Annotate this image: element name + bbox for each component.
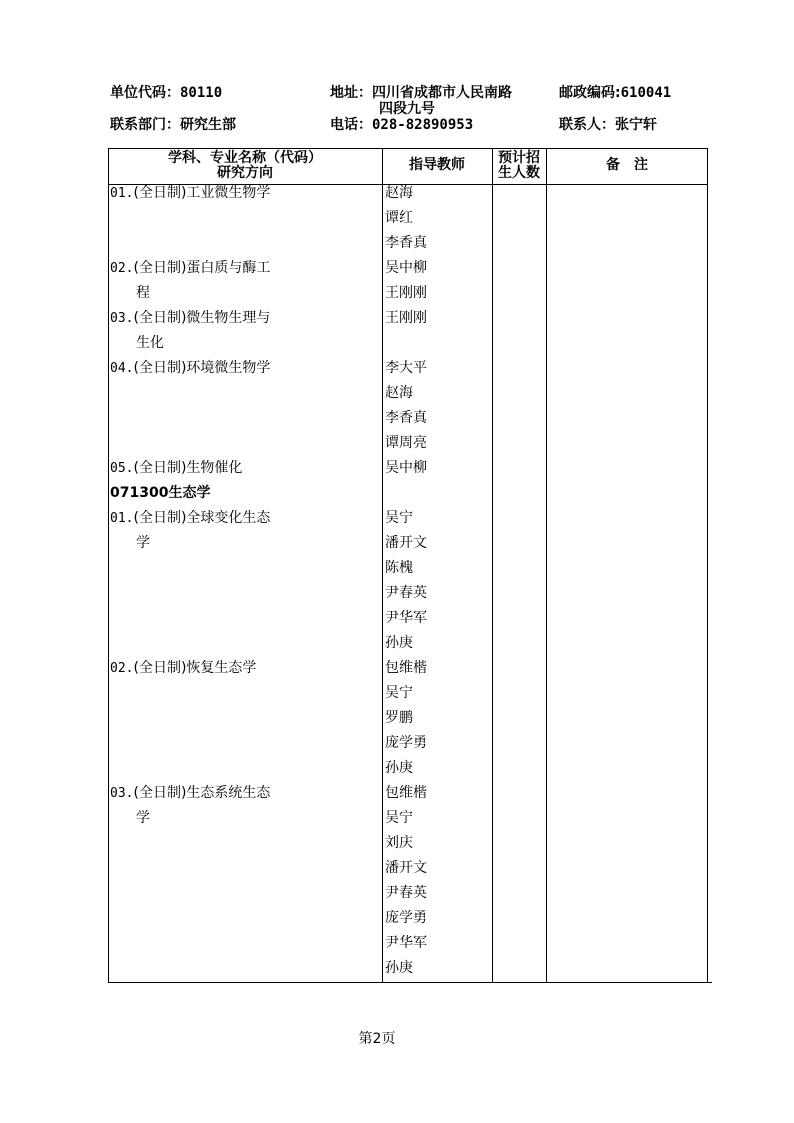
research-direction: [110, 181, 270, 206]
supervisor-name: 尹春英: [385, 885, 427, 901]
supervisor-name: 庞学勇: [385, 910, 427, 926]
phone-value: 028-82890953: [372, 117, 474, 133]
research-direction: [110, 656, 256, 681]
page-number: 第2页: [358, 1031, 396, 1047]
col-subject-header-line1: 学科、专业名称（代码）: [168, 150, 322, 166]
supervisor-name: 潘开文: [385, 535, 427, 551]
address-label: 地址：: [330, 85, 372, 101]
supervisor-name: 潘开文: [385, 860, 427, 876]
unit-code-value: 80110: [180, 85, 223, 101]
direction-name: (全日制)工业微生物学: [133, 185, 271, 201]
research-direction: [110, 306, 270, 331]
dept-label: 联系部门：: [110, 117, 180, 133]
supervisor-name: 吴宁: [385, 510, 413, 526]
supervisor-name: 李大平: [385, 360, 427, 376]
col-remarks-header: 备 注: [606, 157, 648, 173]
direction-name: (全日制)生物催化: [133, 460, 243, 476]
direction-number: 04.: [110, 361, 134, 376]
direction-name: (全日制)全球变化生态: [133, 510, 271, 526]
direction-number: 05.: [110, 461, 134, 476]
address-line2: 四段九号: [379, 101, 435, 117]
supervisor-name: 王刚刚: [385, 310, 427, 326]
supervisor-name: 包维楷: [385, 785, 427, 801]
supervisor-name: 包维楷: [385, 660, 427, 676]
research-direction: [110, 506, 270, 531]
supervisor-name: 尹华军: [385, 610, 427, 626]
contact-person: [559, 117, 657, 133]
research-direction: [110, 456, 242, 481]
direction-number: 01.: [110, 511, 134, 526]
supervisor-name: 吴宁: [385, 810, 413, 826]
research-direction-continued: 学: [136, 810, 150, 826]
direction-name: (全日制)生态系统生态: [133, 785, 271, 801]
supervisor-name: 庞学勇: [385, 735, 427, 751]
direction-number: 03.: [110, 311, 134, 326]
address: [330, 85, 512, 101]
supervisor-name: 孙庚: [385, 760, 413, 776]
postal-code: [559, 85, 671, 101]
phone-label: 电话：: [330, 117, 372, 133]
contact-dept: [110, 117, 236, 133]
research-direction-continued: 学: [136, 535, 150, 551]
phone: [330, 117, 473, 133]
supervisor-name: 尹华军: [385, 935, 427, 951]
supervisor-name: 吴中柳: [385, 460, 427, 476]
supervisor-name: 谭周亮: [385, 435, 427, 451]
direction-number: 02.: [110, 261, 134, 276]
research-direction: [110, 256, 270, 281]
supervisor-name: 孙庚: [385, 960, 413, 976]
unit-code: [110, 85, 222, 101]
research-direction: [110, 356, 270, 381]
contact-value: 张宁轩: [615, 117, 657, 133]
column-divider: [492, 148, 493, 983]
col-subject-header: [108, 151, 382, 181]
supervisor-name: 吴中柳: [385, 260, 427, 276]
direction-name: (全日制)恢复生态学: [133, 660, 257, 676]
direction-number: 02.: [110, 661, 134, 676]
supervisor-name: 尹春英: [385, 585, 427, 601]
address-line1: 四川省成都市人民南路: [372, 85, 512, 101]
discipline-code: 071300生态学: [110, 485, 211, 501]
unit-code-label: 单位代码：: [110, 85, 180, 101]
col-subject-header-line2: 研究方向: [217, 165, 273, 181]
supervisor-name: 赵海: [385, 385, 413, 401]
postal-label: 邮政编码:: [559, 85, 621, 101]
supervisor-name: 李香真: [385, 235, 427, 251]
supervisor-name: 赵海: [385, 185, 413, 201]
column-divider: [546, 148, 547, 983]
dept-value: 研究生部: [180, 117, 236, 133]
direction-number: 01.: [110, 186, 134, 201]
research-direction-continued: 程: [136, 285, 150, 301]
direction-name: (全日制)蛋白质与酶工: [133, 260, 271, 276]
direction-name: (全日制)环境微生物学: [133, 360, 271, 376]
research-direction-continued: 生化: [136, 335, 164, 351]
postal-value: 610041: [620, 85, 672, 101]
research-direction: [110, 781, 270, 806]
col-teacher-header: 指导教师: [409, 157, 465, 173]
supervisor-name: 孙庚: [385, 635, 413, 651]
col-quota-header-line1: 预计招: [498, 150, 540, 166]
supervisor-name: 王刚刚: [385, 285, 427, 301]
supervisor-name: 陈槐: [385, 560, 413, 576]
table-corner-tick: [708, 982, 712, 983]
col-quota-header-line2: 生人数: [498, 165, 540, 181]
supervisor-name: 吴宁: [385, 685, 413, 701]
supervisor-name: 李香真: [385, 410, 427, 426]
contact-label: 联系人：: [559, 117, 615, 133]
supervisor-name: 罗鹏: [385, 710, 413, 726]
direction-number: 03.: [110, 786, 134, 801]
direction-name: (全日制)微生物生理与: [133, 310, 271, 326]
column-divider: [382, 148, 383, 983]
col-quota-header: [492, 151, 546, 181]
supervisor-name: 谭红: [385, 210, 413, 226]
supervisor-name: 刘庆: [385, 835, 413, 851]
